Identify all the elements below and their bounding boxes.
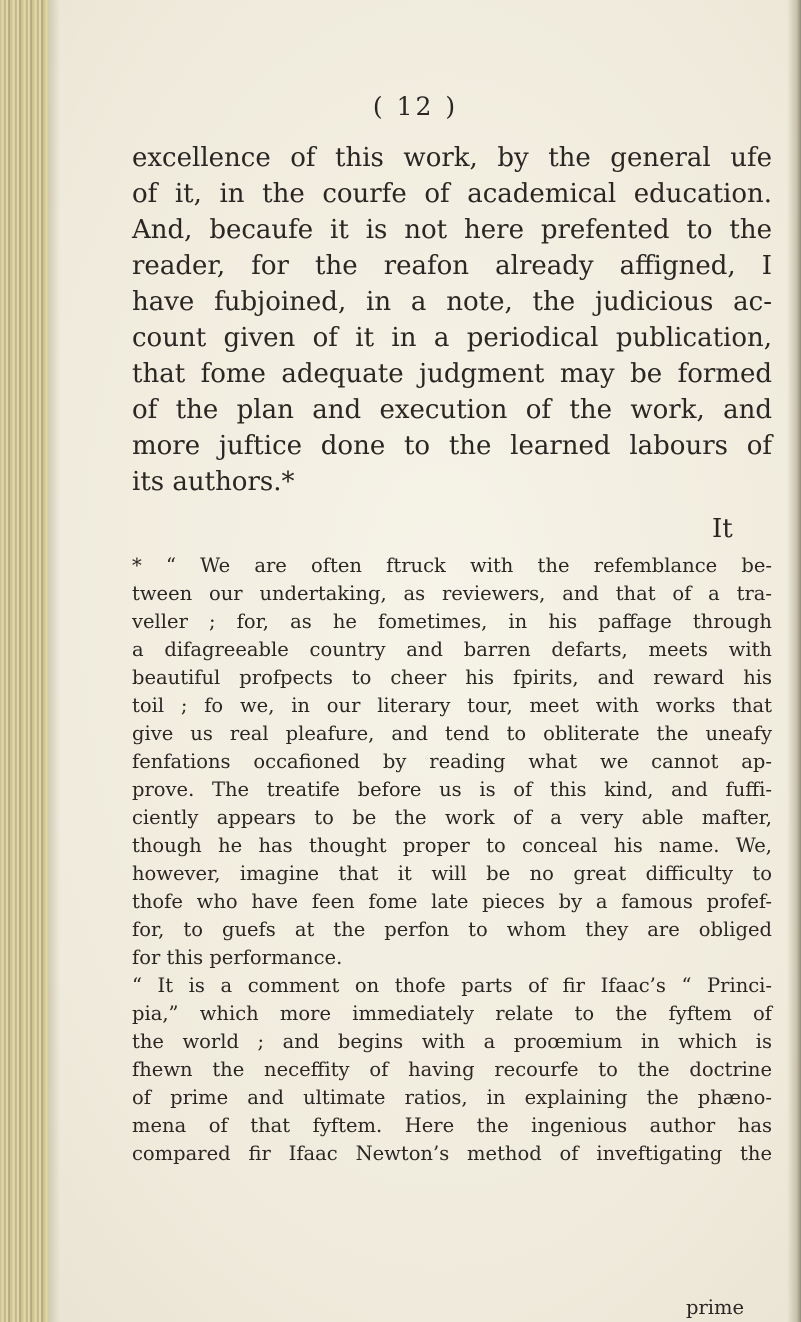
binding-shadow (48, 0, 60, 1322)
footnote-catchword: prime (686, 1296, 745, 1319)
footnote-line: of prime and ultimate ratios, in explaining the phæno- (132, 1086, 772, 1109)
footnote-line: pia,” which more immediately relate to the fyftem of (132, 1002, 772, 1025)
catchword: It (712, 514, 733, 544)
footnote-line: though he has thought proper to conceal his name. We, (132, 834, 772, 857)
text-line: that fome adequate judgment may be formed (132, 359, 772, 389)
footnote (132, 552, 772, 1168)
text-line: And, becaufe it is not here prefented to the (132, 215, 772, 245)
footnote-line: however, imagine that it will be no great difficulty to (132, 862, 772, 885)
book-binding (0, 0, 48, 1322)
footnote-line: a difagreeable country and barren defarts, meets with (132, 638, 772, 661)
footnote-line: thofe who have feen fome late pieces by a famous profef- (132, 890, 772, 913)
text-line: have fubjoined, in a note, the judicious ac- (132, 287, 772, 317)
footnote-line: for this performance. (132, 946, 343, 969)
footnote-line: “ It is a comment on thofe parts of fir Ifaac’s “ Princi- (132, 974, 772, 997)
footnote-line: beautiful profpects to cheer his fpirits, and reward his (132, 666, 772, 689)
footnote-line: mena of that fyftem. Here the ingenious author has (132, 1114, 772, 1137)
footnote-line: for, to guefs at the perfon to whom they are obliged (132, 918, 772, 941)
footnote-line: ciently appears to be the work of a very able mafter, (132, 806, 772, 829)
footnote-line: compared fir Ifaac Newton’s method of inveftigating the (132, 1142, 772, 1165)
main-text (132, 140, 772, 500)
footnote-line: tween our undertaking, as reviewers, and that of a tra- (132, 582, 772, 605)
text-line: count given of it in a periodical publication, (132, 323, 772, 353)
text-line: reader, for the reafon already affigned, I (132, 251, 772, 281)
footnote-line: fhewn the neceffity of having recourfe to the doctrine (132, 1058, 772, 1081)
footnote-line: toil ; fo we, in our literary tour, meet with works that (132, 694, 772, 717)
footnote-line: give us real pleafure, and tend to obliterate the uneafy (132, 722, 772, 745)
text-line: of the plan and execution of the work, and (132, 395, 772, 425)
page-number: ( 12 ) (372, 92, 459, 121)
footnote-line: * “ We are often ftruck with the refemblance be- (132, 554, 772, 577)
footnote-line: prove. The treatife before us is of this kind, and fuffi- (132, 778, 772, 801)
text-line: excellence of this work, by the general ufe (132, 143, 772, 173)
footnote-line: the world ; and begins with a proœmium in which is (132, 1030, 772, 1053)
footnote-line: fenfations occafioned by reading what we cannot ap- (132, 750, 772, 773)
text-line: more juftice done to the learned labours of (132, 431, 772, 461)
page-edge-shadow (787, 0, 801, 1322)
text-line: its authors.* (132, 467, 295, 497)
footnote-line: veller ; for, as he fometimes, in his paffage through (132, 610, 772, 633)
text-line: of it, in the courfe of academical education. (132, 179, 772, 209)
